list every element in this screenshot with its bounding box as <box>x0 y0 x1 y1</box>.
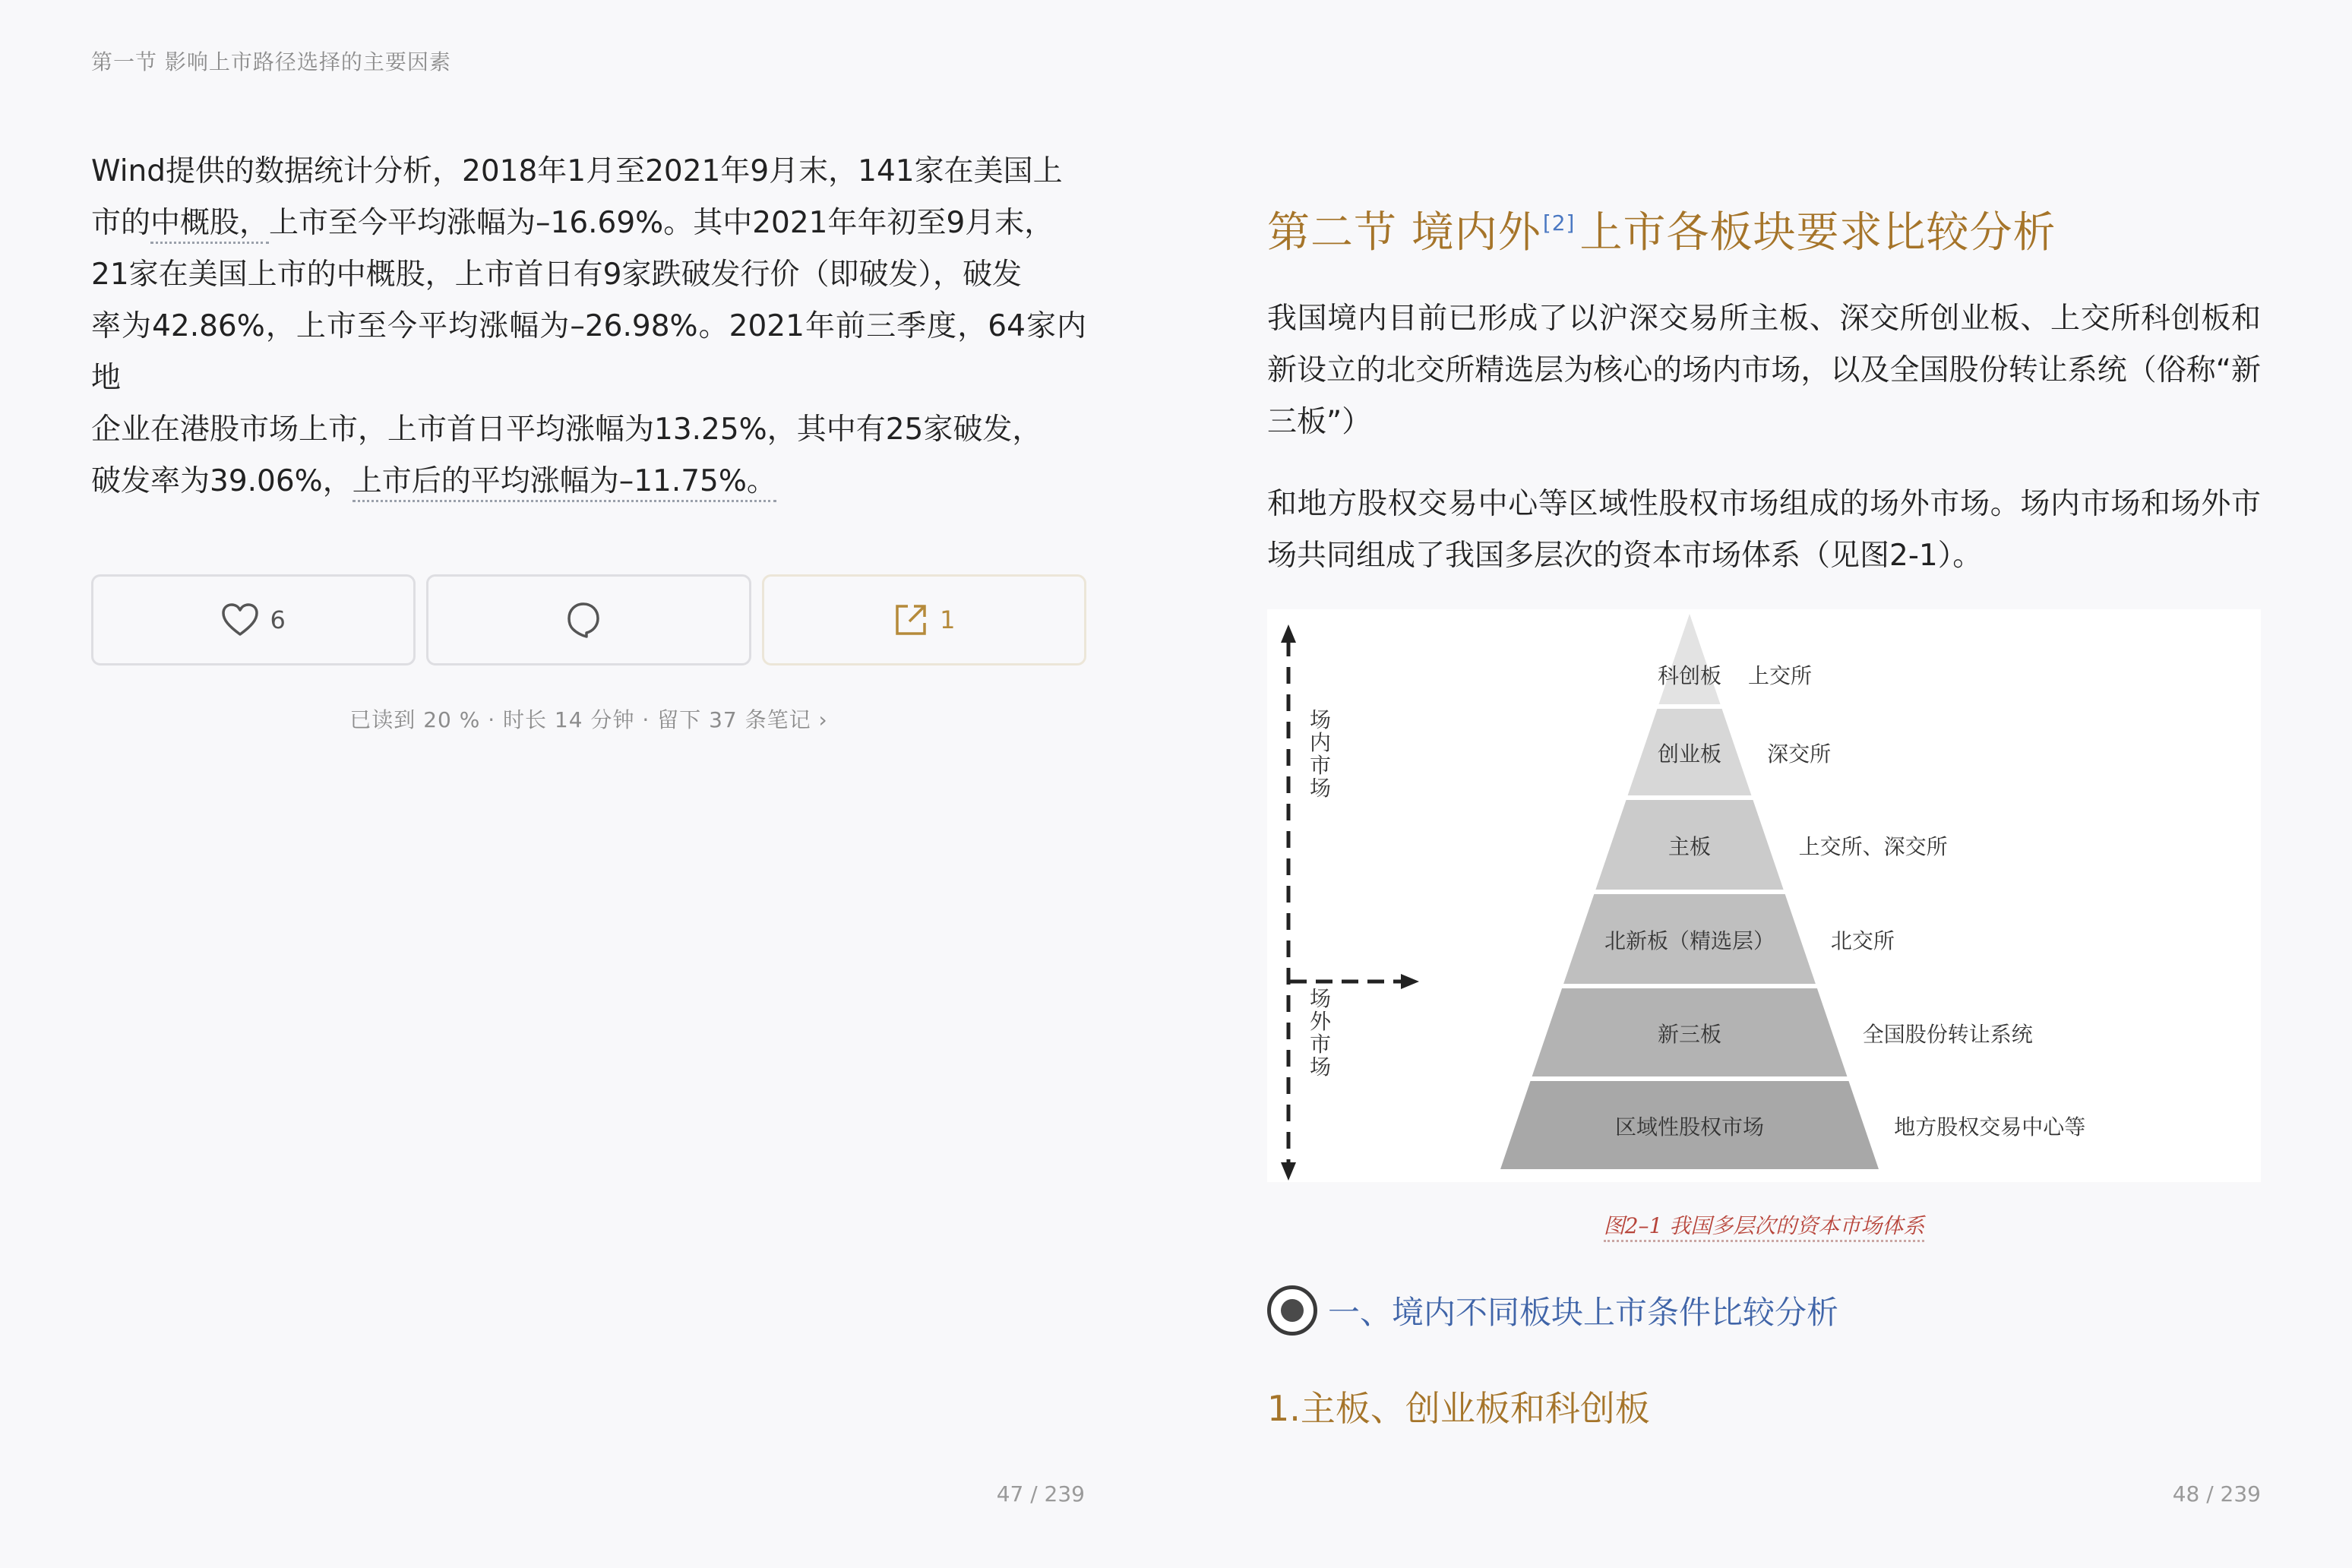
heading-3: 1.主板、创业板和科创板 <box>1267 1388 1650 1429</box>
tier-label: 新三板 <box>1657 1022 1722 1047</box>
footnote-link[interactable]: [2] <box>1542 210 1576 236</box>
action-bar <box>91 574 1086 665</box>
highlighted-note[interactable]: 中概股， <box>150 206 269 244</box>
comment-icon <box>566 601 601 639</box>
tier-venue: 上交所 <box>1747 663 1813 688</box>
pyramid-tiers <box>1500 614 2085 1169</box>
body-paragraph-2: 和地方股权交易中心等区域性股权市场组成的场外市场。场内市场和场外市场共同组成了我国多层次的资本市场体系（见图2-1）。 <box>1267 487 2261 573</box>
pyramid-tier <box>1658 614 1720 704</box>
radio-bullet-icon[interactable] <box>1267 1285 1317 1336</box>
right-page <box>1176 0 2352 1568</box>
comment-button[interactable] <box>426 574 751 665</box>
share-button[interactable] <box>762 574 1086 665</box>
tier-venue: 上交所、深交所 <box>1798 834 1948 859</box>
tier-label: 北新板（精选层） <box>1604 928 1775 953</box>
pyramid-diagram <box>1267 609 2261 1182</box>
figure-caption[interactable]: 图2–1 我国多层次的资本市场体系 <box>1267 1209 2261 1240</box>
figure-pyramid <box>1267 609 2261 1182</box>
arrow-up-head <box>1281 624 1296 643</box>
tier-venue: 北交所 <box>1830 928 1895 953</box>
subheading-text: 一、境内不同板块上市条件比较分析 <box>1328 1294 1839 1331</box>
tier-label: 科创板 <box>1657 663 1722 688</box>
arrow-down-head <box>1281 1162 1296 1181</box>
tier-label: 区域性股权市场 <box>1614 1114 1765 1140</box>
tier-venue: 全国股份转让系统 <box>1862 1022 2033 1047</box>
label-inside-market: 场 内 市 场 <box>1310 707 1332 801</box>
page-number: 48 / 239 <box>2172 1481 2261 1506</box>
reading-progress[interactable]: 已读到 20 % · 时长 14 分钟 · 留下 37 条笔记 › <box>349 707 828 732</box>
text-line: 企业在港股市场上市，上市首日平均涨幅为13.25%，其中有25家破发， <box>91 413 1042 447</box>
share-count: 1 <box>940 605 956 634</box>
highlighted-note[interactable]: 上市后的平均涨幅为–11.75%。 <box>352 464 776 502</box>
section-title: 第二节 境内外[2] 上市各板块要求比较分析 <box>1267 208 2056 258</box>
tier-label: 创业板 <box>1657 741 1722 767</box>
body-paragraph <box>91 146 1086 507</box>
tier-venue: 深交所 <box>1767 741 1832 767</box>
subheading <box>1267 1284 1838 1337</box>
like-count: 6 <box>270 605 286 634</box>
body-paragraph-1: 我国境内目前已形成了以沪深交易所主板、深交所创业板、上交所科创板和新设立的北交所精选层为核心的场内市场，以及全国股份转让系统（俗称“新三板”） <box>1267 302 2261 439</box>
heart-icon <box>221 602 259 637</box>
text-line: Wind提供的数据统计分析，2018年1月至2021年9月末，141家在美国上 <box>91 154 1063 188</box>
tier-label: 主板 <box>1668 834 1712 859</box>
text-line: 率为42.86%，上市至今平均涨幅为–26.98%。2021年前三季度，64家内地 <box>91 309 1086 395</box>
share-icon <box>893 602 929 638</box>
text-line: 市的中概股，上市至今平均涨幅为–16.69%。其中2021年年初至9月末， <box>91 198 1086 249</box>
tier-venue: 地方股权交易中心等 <box>1894 1114 2086 1140</box>
page-number: 47 / 239 <box>996 1481 1085 1506</box>
text-line: 破发率为39.06%，上市后的平均涨幅为–11.75%。 <box>91 456 1086 507</box>
arrow-right-head <box>1401 974 1419 989</box>
label-outside-market: 场 外 市 场 <box>1310 986 1332 1080</box>
running-head: 第一节 影响上市路径选择的主要因素 <box>91 49 451 74</box>
text-line: 21家在美国上市的中概股，上市首日有9家跌破发行价（即破发），破发 <box>91 258 1022 292</box>
like-button[interactable] <box>91 574 416 665</box>
